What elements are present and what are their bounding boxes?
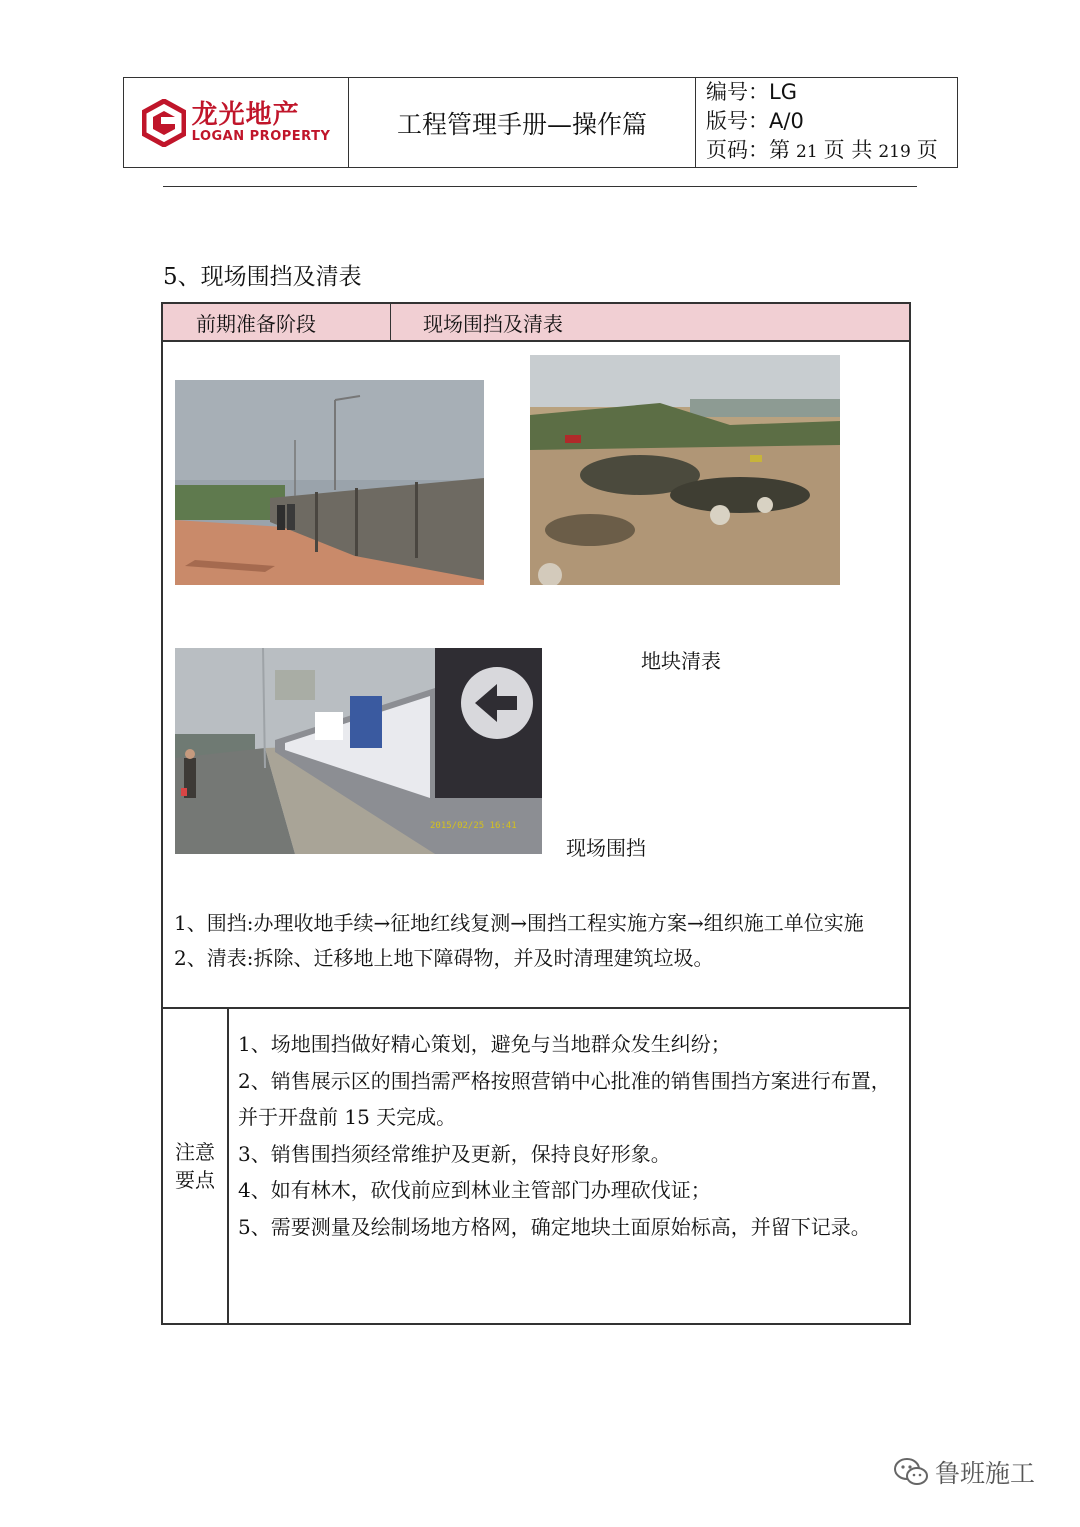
table-header-row <box>163 304 909 342</box>
page-current: 21 <box>796 142 818 162</box>
process-steps <box>174 908 900 974</box>
procedure-table <box>161 302 911 1325</box>
caption-photo-3: 现场围挡 <box>566 836 646 860</box>
note-item-5: 5、需要测量及绘制场地方格网，确定地块土面原始标高，并留下记录。 <box>238 1214 871 1239</box>
photo-section <box>163 342 909 1009</box>
photo-land-clearing <box>530 355 840 585</box>
notes-label: 注意 要点 <box>163 1009 229 1323</box>
version-value: A/0 <box>769 109 804 133</box>
manual-title: 工程管理手册—操作篇 <box>349 78 696 167</box>
header-divider <box>163 186 917 187</box>
clearing-photo-image <box>530 355 840 585</box>
wechat-icon <box>893 1457 929 1487</box>
stage-cell: 前期准备阶段 <box>163 304 391 340</box>
notes-row <box>163 1009 909 1323</box>
photo-site-hoarding <box>175 380 484 585</box>
logo <box>124 78 349 167</box>
code-row: 编号：LG <box>706 80 797 104</box>
logo-chinese-name: 龙光地产 <box>191 100 300 130</box>
logo-english-name: LOGAN PROPERTY <box>191 129 331 144</box>
note-item-2: 2、销售展示区的围挡需严格按照营销中心批准的销售围挡方案进行布置，并于开盘前 15 天完成。 <box>238 1068 891 1129</box>
version-row: 版号：A/0 <box>706 109 804 133</box>
page-row: 页码：第 21 页 共 219 页 <box>706 138 938 162</box>
logan-logo-icon <box>142 99 186 147</box>
code-value: LG <box>769 80 797 104</box>
document-meta <box>696 78 957 167</box>
note-item-3: 3、销售围挡须经常维护及更新，保持良好形象。 <box>238 1141 671 1166</box>
process-step-2: 2、清表:拆除、迁移地上地下障碍物，并及时清理建筑垃圾。 <box>174 946 714 970</box>
watermark-text: 鲁班施工 <box>935 1459 1036 1488</box>
photo-sales-hoarding <box>175 648 542 854</box>
sales-hoarding-photo-image <box>175 648 542 854</box>
item-cell: 现场围挡及清表 <box>423 311 563 336</box>
note-item-1: 1、场地围挡做好精心策划，避免与当地群众发生纠纷； <box>238 1032 731 1056</box>
note-item-4: 4、如有林木，砍伐前应到林业主管部门办理砍伐证； <box>238 1178 711 1202</box>
process-step-1: 1、围挡:办理收地手续→征地红线复测→围挡工程实施方案→组织施工单位实施 <box>174 911 864 935</box>
section-title: 5、现场围挡及清表 <box>163 264 362 290</box>
caption-photo-2: 地块清表 <box>641 649 721 673</box>
watermark <box>893 1454 1035 1490</box>
photo-timestamp: 2015/02/25 16:41 <box>430 821 517 831</box>
page-total: 219 <box>878 142 911 162</box>
notes-content <box>229 1009 909 1323</box>
document-header <box>123 77 958 168</box>
hoarding-photo-image <box>175 380 484 585</box>
